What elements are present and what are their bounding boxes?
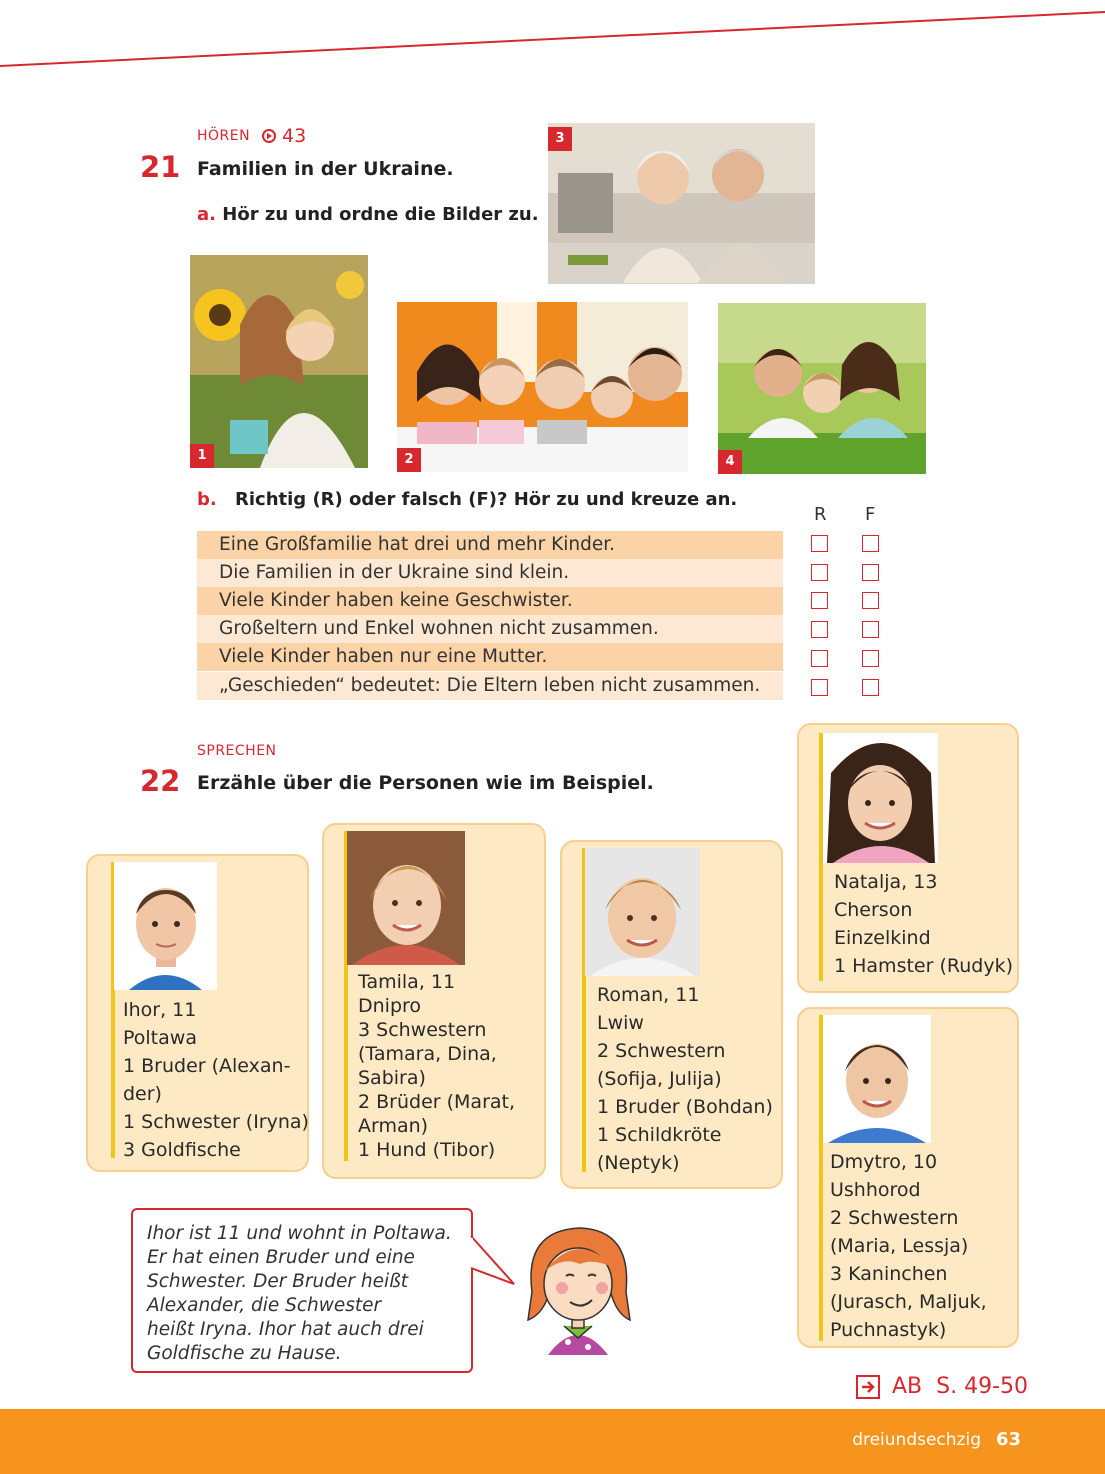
card-line: 1 Bruder (Alexan- bbox=[123, 1055, 291, 1077]
example-speech-bubble bbox=[131, 1208, 473, 1373]
card-line: Ushhorod bbox=[830, 1179, 921, 1201]
card-line: Dnipro bbox=[358, 995, 422, 1017]
card-line: 3 Kaninchen bbox=[830, 1263, 948, 1285]
card-line: (Neptyk) bbox=[597, 1152, 680, 1174]
checkbox-falsch[interactable] bbox=[862, 535, 879, 552]
card-line: (Sofija, Julija) bbox=[597, 1068, 722, 1090]
checkbox-falsch[interactable] bbox=[862, 679, 879, 696]
card-line: (Tamara, Dina, bbox=[358, 1043, 497, 1065]
example-line: Er hat einen Bruder und eine bbox=[147, 1247, 415, 1268]
checkbox-falsch[interactable] bbox=[862, 650, 879, 667]
portrait-tamila bbox=[347, 831, 465, 965]
photo-grandparents bbox=[548, 123, 815, 284]
person-card-dmytro bbox=[797, 1007, 1019, 1348]
statement-row: Die Familien in der Ukraine sind klein. bbox=[197, 559, 783, 587]
workbook-page-ref: AB S. 49-50 bbox=[892, 1374, 1029, 1399]
card-line: Roman, 11 bbox=[597, 984, 700, 1006]
person-card-tamila bbox=[322, 823, 546, 1179]
page-number: 63 bbox=[995, 1429, 1021, 1450]
portrait-ihor bbox=[114, 862, 217, 990]
card-line: Cherson bbox=[834, 899, 913, 921]
card-line: Tamila, 11 bbox=[358, 971, 456, 993]
portrait-natalja bbox=[823, 733, 938, 863]
instruction-b bbox=[197, 489, 737, 510]
instruction-a-text: Hör zu und ordne die Bilder zu. bbox=[222, 204, 539, 225]
example-line: Goldfische zu Hause. bbox=[147, 1343, 342, 1364]
card-line: Ihor, 11 bbox=[123, 999, 197, 1021]
top-decorative-line bbox=[0, 0, 1105, 80]
card-line: Sabira) bbox=[358, 1067, 426, 1089]
arrow-right-icon bbox=[856, 1375, 880, 1399]
statement-row: „Geschieden“ bedeutet: Die Eltern leben nicht zusammen. bbox=[197, 672, 783, 700]
card-line: Dmytro, 10 bbox=[830, 1151, 938, 1173]
checkbox-richtig[interactable] bbox=[811, 650, 828, 667]
exercise-number-22: 22 bbox=[140, 764, 181, 798]
card-line: (Jurasch, Maljuk, bbox=[830, 1291, 987, 1313]
portrait-roman bbox=[585, 848, 700, 976]
card-line: Lwiw bbox=[597, 1012, 644, 1034]
checkbox-richtig[interactable] bbox=[811, 564, 828, 581]
card-line: Poltawa bbox=[123, 1027, 197, 1049]
cartoon-girl-illustration bbox=[518, 1222, 638, 1355]
photo-number-badge: 3 bbox=[548, 127, 572, 151]
page-footer bbox=[0, 1409, 1105, 1474]
instruction-a-letter: a. bbox=[197, 204, 216, 225]
checkbox-falsch[interactable] bbox=[862, 592, 879, 609]
photo-parents-daughter-outdoors bbox=[718, 303, 926, 474]
checkbox-richtig[interactable] bbox=[811, 535, 828, 552]
card-text-natalja bbox=[834, 868, 1013, 980]
card-line: 1 Hamster (Rudyk) bbox=[834, 955, 1013, 977]
card-line: der) bbox=[123, 1083, 162, 1105]
instruction-b-letter: b. bbox=[197, 489, 217, 510]
column-header-falsch: F bbox=[865, 504, 876, 525]
card-line: 2 Brüder (Marat, bbox=[358, 1091, 516, 1113]
card-line: 3 Schwestern bbox=[358, 1019, 487, 1041]
person-card-natalja bbox=[797, 723, 1019, 993]
speech-bubble-tail bbox=[470, 1232, 520, 1292]
card-line: 2 Schwestern bbox=[597, 1040, 726, 1062]
portrait-dmytro bbox=[823, 1015, 931, 1143]
workbook-reference[interactable] bbox=[856, 1374, 1028, 1399]
statement-row: Großeltern und Enkel wohnen nicht zusammen. bbox=[197, 615, 783, 643]
card-line: Arman) bbox=[358, 1115, 429, 1137]
card-text-tamila bbox=[358, 970, 515, 1162]
example-line: heißt Iryna. Ihor hat auch drei bbox=[147, 1319, 424, 1340]
checkbox-richtig[interactable] bbox=[811, 592, 828, 609]
column-header-richtig: R bbox=[814, 504, 827, 525]
card-line: 3 Goldfische bbox=[123, 1139, 241, 1161]
checkbox-falsch[interactable] bbox=[862, 621, 879, 638]
card-line: (Maria, Lessja) bbox=[830, 1235, 969, 1257]
instruction-b-text: Richtig (R) oder falsch (F)? Hör zu und kreuze an. bbox=[235, 489, 738, 510]
photo-family-three-children bbox=[397, 302, 688, 472]
section-label-sprechen: SPRECHEN bbox=[197, 743, 277, 759]
track-number: 43 bbox=[282, 125, 307, 147]
card-text-dmytro bbox=[830, 1148, 987, 1344]
checkbox-richtig[interactable] bbox=[811, 679, 828, 696]
photo-mother-daughter bbox=[190, 255, 368, 468]
person-card-ihor bbox=[86, 854, 309, 1172]
card-line: 1 Schildkröte bbox=[597, 1124, 722, 1146]
photo-number-badge: 2 bbox=[397, 448, 421, 472]
checkbox-richtig[interactable] bbox=[811, 621, 828, 638]
photo-number-badge: 1 bbox=[190, 444, 214, 468]
checkbox-falsch[interactable] bbox=[862, 564, 879, 581]
audio-track[interactable] bbox=[262, 125, 306, 147]
section-label-hoeren: HÖREN bbox=[197, 128, 251, 144]
card-line: 2 Schwestern bbox=[830, 1207, 959, 1229]
card-line: Puchnastyk) bbox=[830, 1319, 947, 1341]
play-icon bbox=[262, 129, 276, 143]
statement-row: Eine Großfamilie hat drei und mehr Kinder. bbox=[197, 531, 783, 559]
card-line: Natalja, 13 bbox=[834, 871, 938, 893]
exercise-number-21: 21 bbox=[140, 150, 181, 184]
card-line: 1 Bruder (Bohdan) bbox=[597, 1096, 773, 1118]
example-line: Schwester. Der Bruder heißt bbox=[147, 1271, 408, 1292]
page-number-word: dreiundsechzig bbox=[852, 1430, 981, 1450]
statement-row: Viele Kinder haben keine Geschwister. bbox=[197, 587, 783, 615]
card-text-roman bbox=[597, 981, 773, 1177]
exercise-title-22: Erzähle über die Personen wie im Beispiel. bbox=[197, 772, 654, 794]
card-line: 1 Schwester (Iryna) bbox=[123, 1111, 309, 1133]
photo-number-badge: 4 bbox=[718, 450, 742, 474]
statement-row: Viele Kinder haben nur eine Mutter. bbox=[197, 643, 783, 671]
example-line: Alexander, die Schwester bbox=[147, 1295, 382, 1316]
person-card-roman bbox=[560, 840, 783, 1189]
example-line: Ihor ist 11 und wohnt in Poltawa. bbox=[147, 1223, 452, 1244]
card-line: 1 Hund (Tibor) bbox=[358, 1139, 496, 1161]
card-line: Einzelkind bbox=[834, 927, 931, 949]
exercise-title-21: Familien in der Ukraine. bbox=[197, 158, 454, 180]
card-text-ihor bbox=[123, 996, 309, 1164]
instruction-a bbox=[197, 204, 539, 225]
